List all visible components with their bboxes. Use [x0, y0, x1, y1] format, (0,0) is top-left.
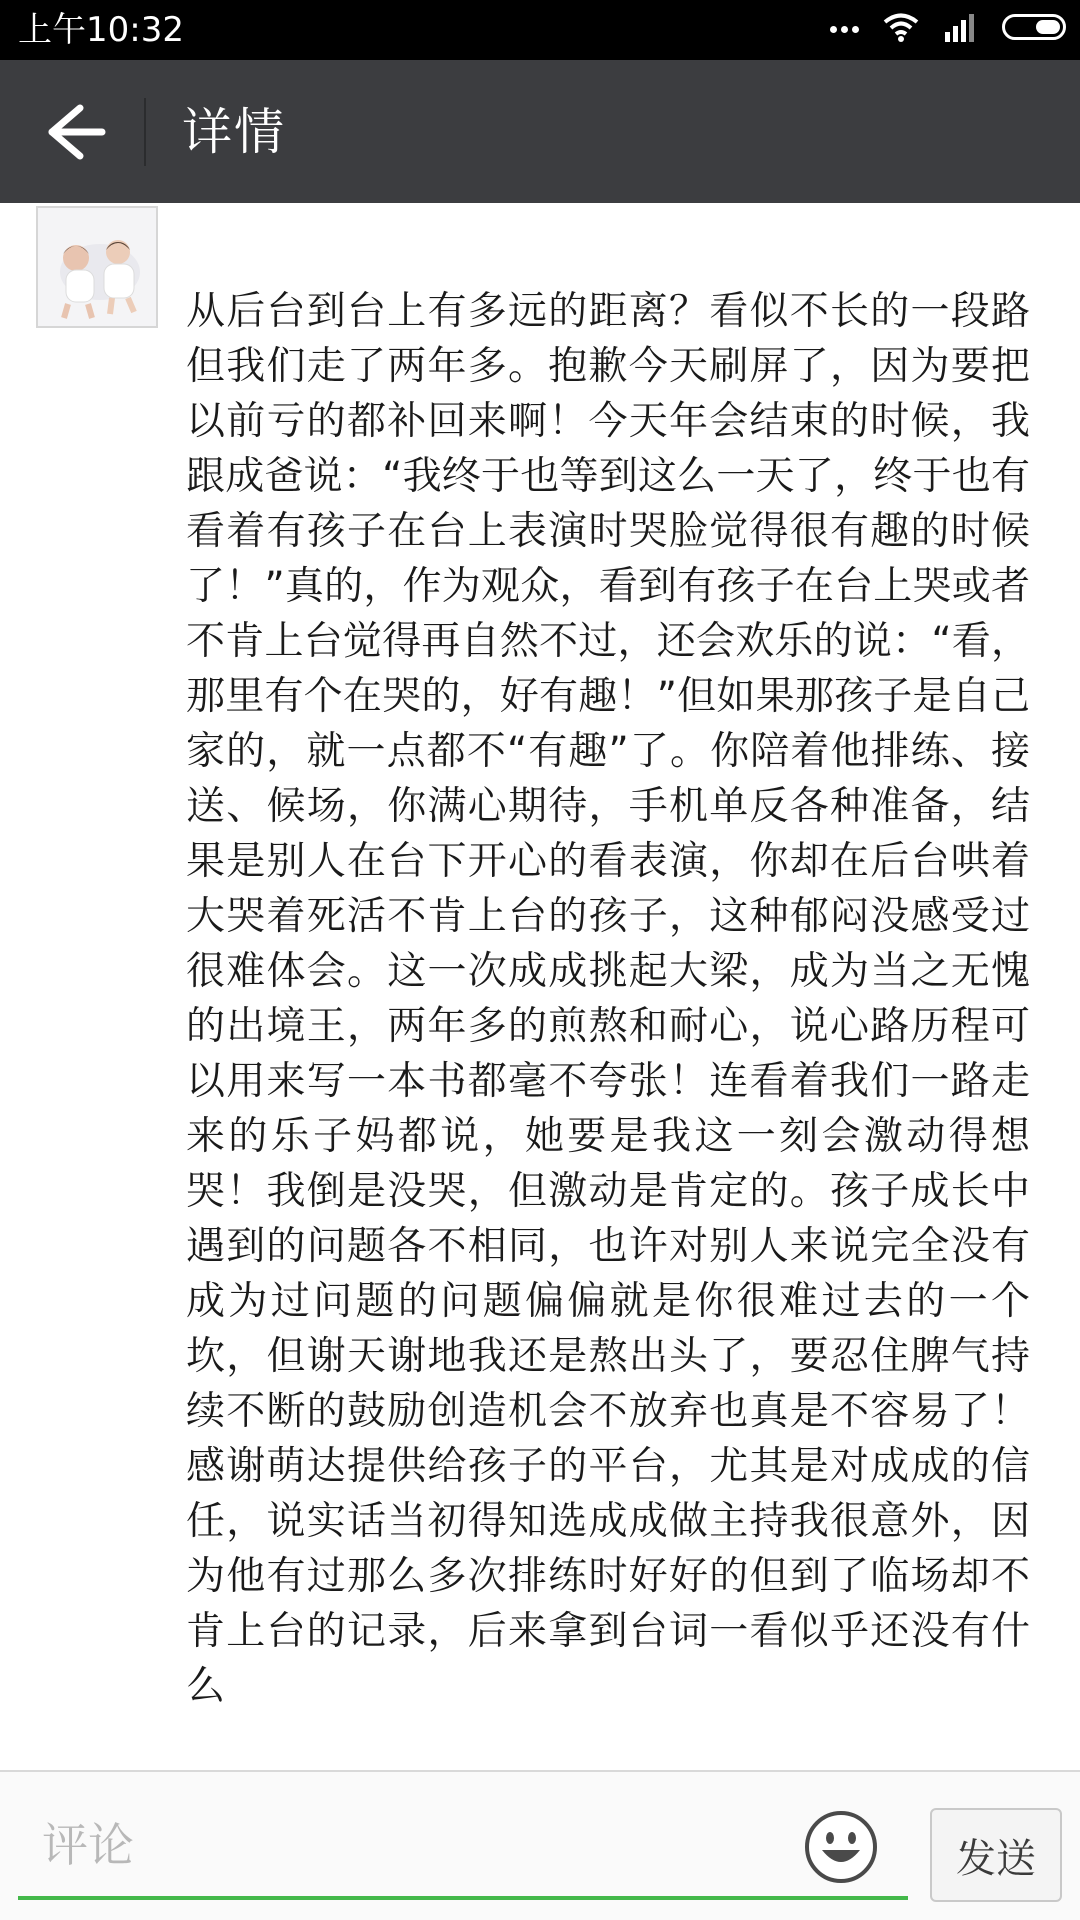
post-text: 从后台到台上有多远的距离？看似不长的一段路但我们走了两年多。抱歉今天刷屏了，因为要把以前亏的都补回来啊！今天年会结束的时候，我跟成爸说：“我终于也等到这么一天了，终于也有看着有孩子在台上表演时哭脸觉得很有趣的时候了！”真的，作为观众，看到有孩子在台上哭或者不肯上台觉得再自然不过，还会欢乐的说：“看，那里有个在哭的，好有趣！”但如果那孩子是自己家的，就一点都不“有趣”了。你陪着他排练、接送、候场，你满心期待，手机单反各种准备，结果是别人在台下开心的看表演，你却在后台哄着大哭着死活不肯上台的孩子，这种郁闷没感受过很难体会。这一次成成挑起大梁，成为当之无愧的出境王，两年多的煎熬和耐心，说心路历程可以用来写一本书都毫不夸张！连看着我们一路走来的乐子妈都说，她要是我这一刻会激动得想哭！我倒是没哭，但激动是肯定的。孩子成长中遇到的问题各不相同，也许对别人来说完全没有成为过问题的问题偏偏就是你很难过去的一个坎，但谢天谢地我还是熬出头了，要忍住脾气持续不断的鼓励创造机会不放弃也真是不容易了！感谢萌达提供给孩子的平台，尤其是对成成的信任，说实话当初得知选成成做主持我很意外，因为他有过那么多次排练时好好的但到了临场却不肯上台的记录，后来拿到台词一看似乎还没有什么 [186, 289, 1030, 1709]
avatar[interactable] [36, 206, 158, 328]
page-title: 详情 [182, 103, 286, 161]
emoji-icon[interactable] [802, 1808, 880, 1886]
title-divider [144, 98, 146, 166]
avatar-photo [38, 208, 156, 326]
comment-input[interactable] [18, 1794, 908, 1900]
title-bar [0, 60, 1080, 203]
back-arrow-icon[interactable] [30, 100, 120, 164]
battery-icon [1002, 14, 1066, 40]
signal-icon [943, 12, 979, 42]
status-icons [808, 12, 1066, 48]
status-time: 上午10:32 [18, 10, 184, 50]
comment-bar [0, 1770, 1080, 1920]
more-dots-icon [826, 18, 859, 37]
send-button[interactable]: 发送 [930, 1808, 1062, 1902]
wifi-icon [882, 12, 920, 42]
status-bar [0, 0, 1080, 60]
